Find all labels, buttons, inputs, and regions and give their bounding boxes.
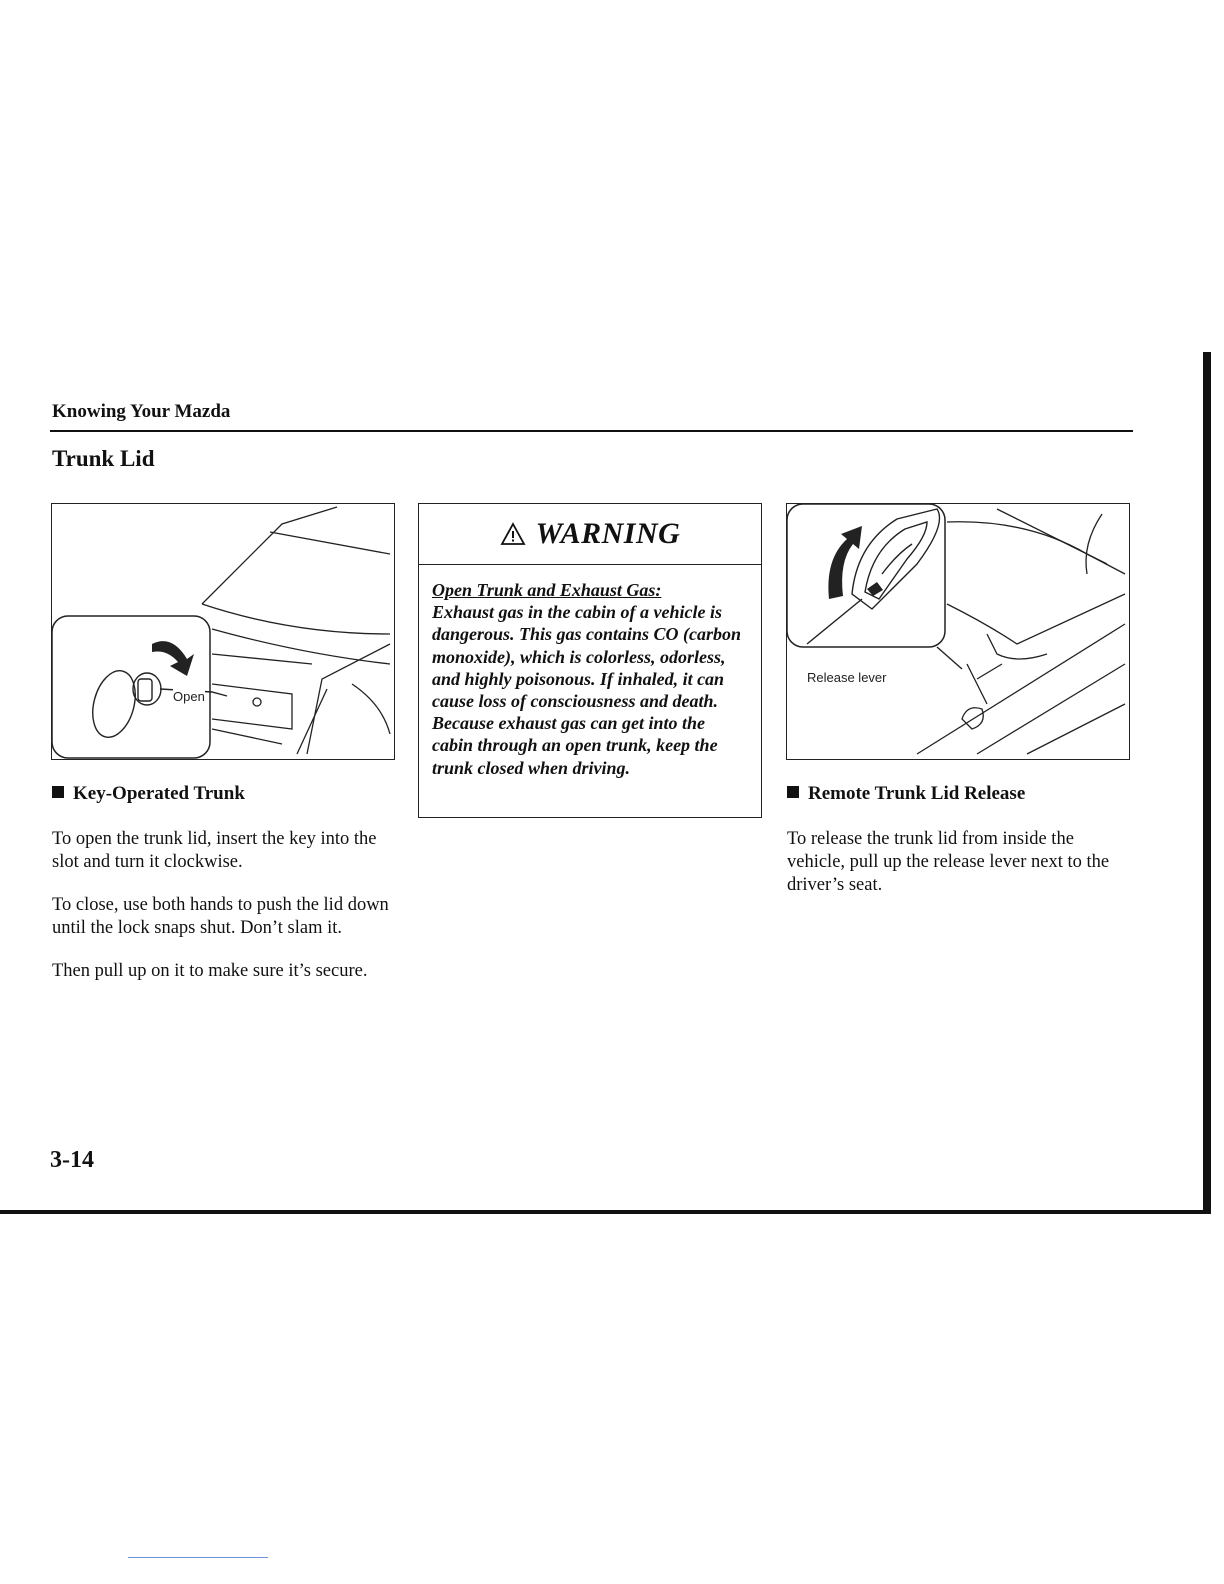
header-rule bbox=[50, 430, 1133, 432]
warning-text: Exhaust gas in the cabin of a vehicle is dangerous. This gas contains CO (carbon monoxide), which is colorless, odorless, and highly poisonous. If inhaled, it can cause loss of consciousness and death. Because exhaust gas can get into the cabin through an open trunk, keep the trunk closed when driving. bbox=[432, 602, 742, 778]
warning-body bbox=[419, 565, 761, 779]
warning-title: WARNING bbox=[535, 517, 681, 550]
key-operated-body bbox=[52, 828, 392, 1003]
footer-rule bbox=[0, 1210, 1211, 1214]
trunk-key-drawing bbox=[52, 504, 394, 759]
release-lever-drawing bbox=[787, 504, 1129, 759]
remote-release-heading bbox=[787, 783, 1025, 805]
page-title: Trunk Lid bbox=[52, 446, 155, 471]
paragraph: Then pull up on it to make sure it’s secure. bbox=[52, 961, 368, 981]
square-bullet-icon bbox=[52, 786, 64, 798]
scan-artifact-line bbox=[128, 1557, 268, 1558]
paragraph: To open the trunk lid, insert the key into the slot and turn it clockwise. bbox=[52, 829, 377, 872]
paragraph: To close, use both hands to push the lid down until the lock snaps shut. Don’t slam it. bbox=[52, 895, 389, 938]
remote-release-body bbox=[787, 828, 1132, 917]
warning-subtitle: Open Trunk and Exhaust Gas: bbox=[432, 580, 662, 600]
warning-triangle-icon bbox=[500, 522, 526, 546]
section-title: Knowing Your Mazda bbox=[52, 401, 231, 422]
warning-box bbox=[418, 503, 762, 818]
page-edge-bar bbox=[1203, 352, 1211, 1214]
key-operated-heading-text: Key-Operated Trunk bbox=[73, 783, 245, 804]
square-bullet-icon bbox=[787, 786, 799, 798]
remote-release-heading-text: Remote Trunk Lid Release bbox=[808, 783, 1026, 804]
key-operated-heading bbox=[52, 783, 245, 805]
page-number: 3-14 bbox=[50, 1147, 94, 1173]
paragraph: To release the trunk lid from inside the vehicle, pull up the release lever next to the driver’s seat. bbox=[787, 829, 1110, 895]
open-callout: Open bbox=[173, 689, 205, 704]
release-lever-callout: Release lever bbox=[807, 670, 887, 685]
warning-header bbox=[419, 504, 761, 565]
key-trunk-illustration bbox=[51, 503, 395, 760]
release-lever-illustration bbox=[786, 503, 1130, 760]
